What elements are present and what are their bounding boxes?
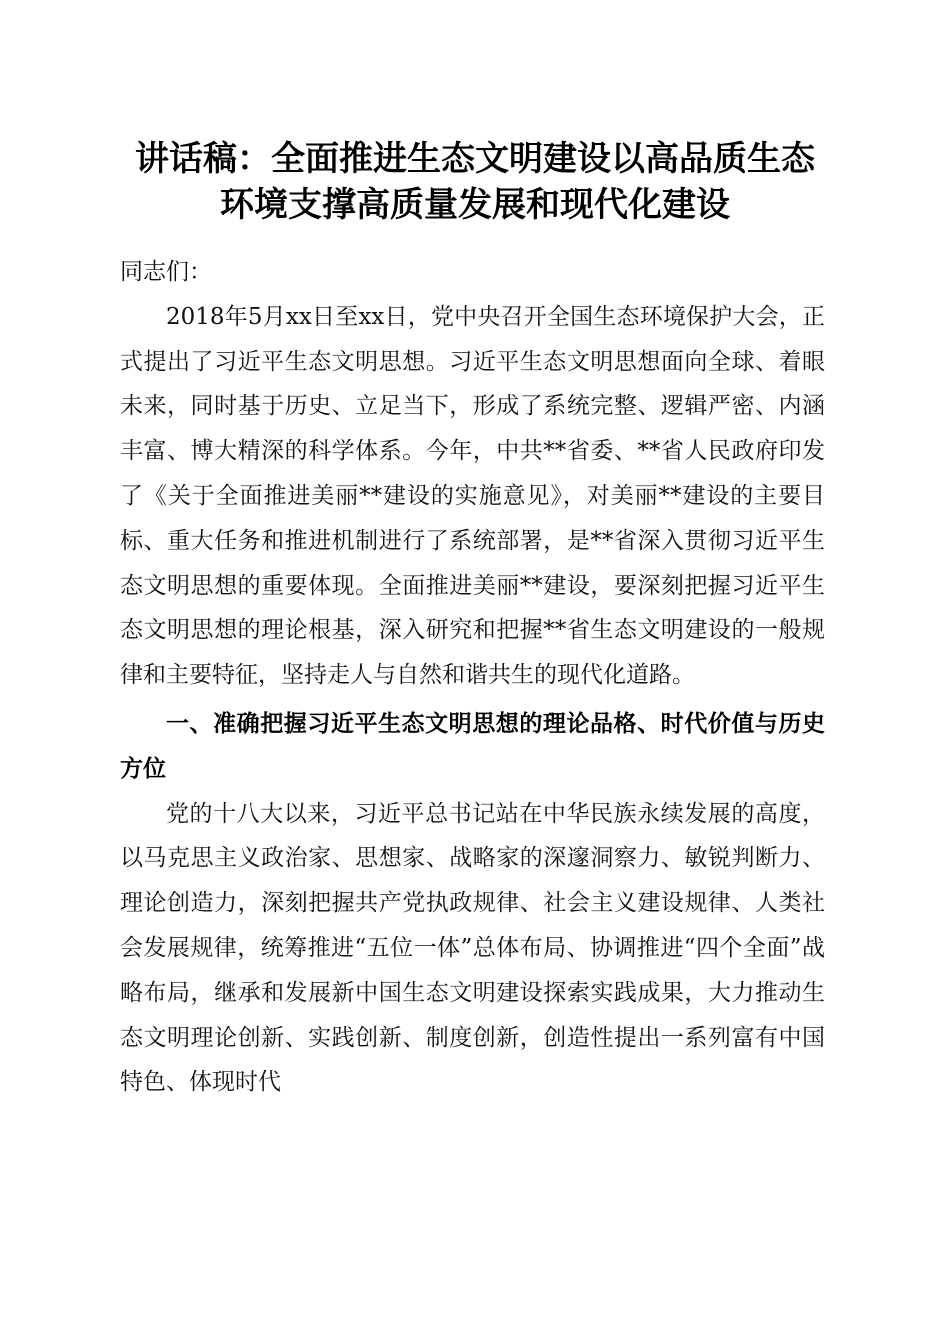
paragraph-intro: 2018年5月xx日至xx日，党中央召开全国生态环境保护大会，正式提出了习近平生态文明思想。习近平生态文明思想面向全球、着眼未来，同时基于历史、立足当下，形成了系统完整、逻辑严密、内涵丰富、博大精深的科学体系。今年，中共**省委、**省人民政府印发了《关于全面推进美丽**建设的实施意见》，对美丽**建设的主要目标、重大任务和推进机制进行了系统部署，是**省深入贯彻习近平生态文明思想的重要体现。全面推进美丽**建设，要深刻把握习近平生态文明思想的理论根基，深入研究和把握**省生态文明建设的一般规律和主要特征，坚持走人与自然和谐共生的现代化道路。 bbox=[120, 303, 825, 689]
title-line-1: 讲话稿：全面推进生态文明建设以高品质生态 bbox=[135, 139, 815, 179]
paragraph-section-1: 党的十八大以来，习近平总书记站在中华民族永续发展的高度，以马克思主义政治家、思想家、战略家的深邃洞察力、敏锐判断力、理论创造力，深刻把握共产党执政规律、社会主义建设规律、人类社会发展规律，统筹推进“五位一体”总体布局、协调推进“四个全面”战略布局，继承和发展新中国生态文明建设探索实践成果，大力推动生态文明理论创新、实践创新、制度创新，创造性提出一系列富有中国特色、体现时代 bbox=[120, 800, 825, 1096]
salutation: 同志们： bbox=[120, 259, 212, 285]
title-line-2: 环境支撑高质量发展和现代化建设 bbox=[220, 185, 730, 225]
document-title bbox=[100, 136, 850, 228]
section-heading-1: 一、准确把握习近平生态文明思想的理论品格、时代价值与历史方位 bbox=[120, 710, 825, 782]
document-body bbox=[120, 250, 825, 1105]
